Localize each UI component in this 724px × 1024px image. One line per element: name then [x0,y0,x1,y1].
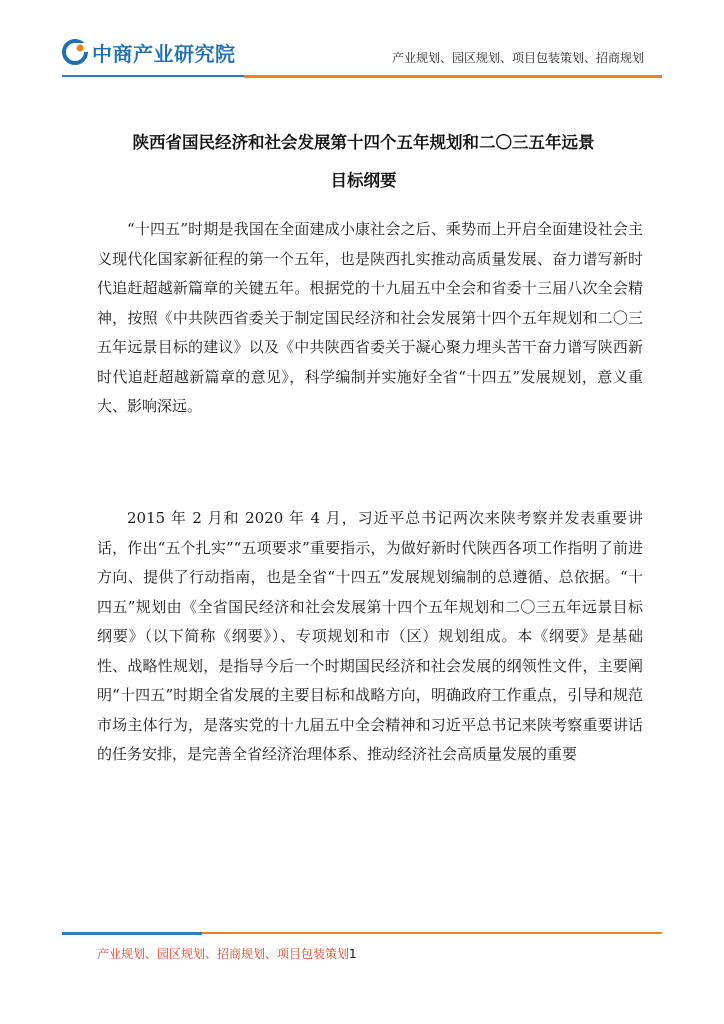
header-divider-orange [244,75,662,78]
header-tagline: 产业规划、园区规划、项目包装策划、招商规划 [391,51,644,65]
footer [97,945,357,962]
paragraph: 2015 年 2 月和 2020 年 4 月，习近平总书记两次来陕考察并发表重要讲话，作出“五个扎实”“五项要求”重要指示，为做好新时代陕西各项工作指明了前进方向、提供了行动指南，也是全省“十四五”发展规划编制的总遵循、总依据。“十四五”规划由《全省国民经济和社会发展第十四个五年规划和二〇三五年远景目标纲要》（以下简称《纲要》）、专项规划和市（区）规划组成。本《纲要》是基础性、战略性规划，是指导今后一个时期国民经济和社会发展的纲领性文件，主要阐明“十四五”时期全省发展的主要目标和战略方向，明确政府工作重点，引导和规范市场主体行为，是落实党的十九届五中全会精神和习近平总书记来陕考察重要讲话的任务安排，是完善全省经济治理体系、推动经济社会高质量发展的重要 [97,509,643,763]
footer-divider-blue [62,932,202,935]
footer-divider-orange [202,932,662,934]
document-title [86,124,641,200]
page-number: 1 [349,947,357,961]
footer-tagline: 产业规划、园区规划、招商规划、项目包装策划 [97,947,350,961]
logo-text: 中商产业研究院 [92,41,236,66]
company-logo [62,36,236,68]
paragraph: “十四五”时期是我国在全面建成小康社会之后、乘势而上开启全面建设社会主义现代化国家新征程的第一个五年，也是陕西扎实推动高质量发展、奋力谱写新时代追赶超越新篇章的关键五年。根据党的十九届五中全会和省委十三届八次全会精神，按照《中共陕西省委关于制定国民经济和社会发展第十四个五年规划和二〇三五年远景目标的建议》以及《中共陕西省委关于凝心聚力埋头苦干奋力谱写陕西新时代追赶超越新篇章的意见》，科学编制并实施好全省“十四五”发展规划，意义重大、影响深远。 [97,220,643,415]
header-divider-blue [62,75,244,77]
title-line-1: 陕西省国民经济和社会发展第十四个五年规划和二〇三五年远景 [132,133,595,152]
title-line-2: 目标纲要 [330,171,397,190]
logo-icon [62,39,88,65]
